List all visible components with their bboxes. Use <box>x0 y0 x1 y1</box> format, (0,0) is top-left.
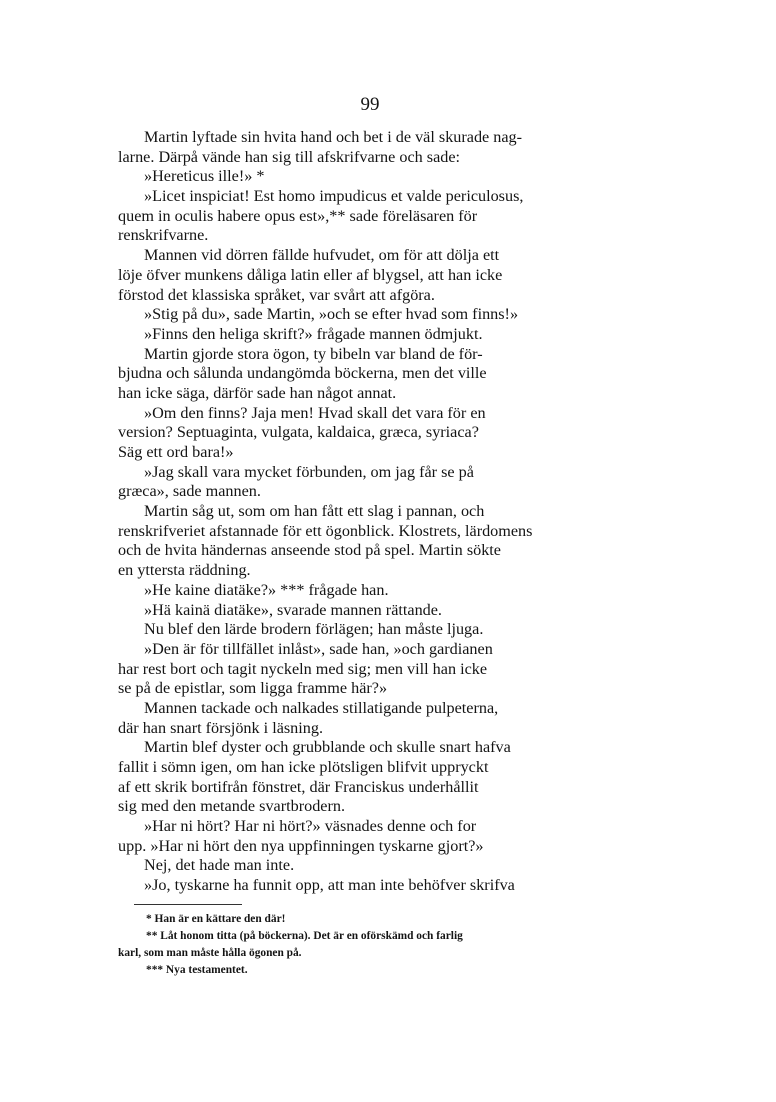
text-line: græca», sade mannen. <box>118 482 261 501</box>
text-line: där han snart försjönk i läsning. <box>118 718 323 737</box>
text-line: »Hä kainä diatäke», svarade mannen rättande. <box>144 600 442 619</box>
text-line: »Om den finns? Jaja men! Hvad skall det vara för en <box>144 403 486 422</box>
text-line: bjudna och sålunda undangömda böckerna, men det ville <box>118 364 487 383</box>
text-line: Nej, det hade man inte. <box>144 856 295 875</box>
footnote-line: karl, som man måste hålla ögonen på. <box>118 947 302 959</box>
text-line: af ett skrik bortifrån fönstret, där Franciskus underhållit <box>118 777 479 796</box>
text-line: »Stig på du», sade Martin, »och se efter hvad som finns!» <box>144 305 519 324</box>
text-line: han icke säga, därför sade han något annat. <box>118 383 397 402</box>
footnote-divider <box>134 904 242 905</box>
text-line: Martin gjorde stora ögon, ty bibeln var bland de för- <box>144 344 483 363</box>
text-line: Mannen vid dörren fällde hufvudet, om för att dölja ett <box>144 246 500 265</box>
text-line: »Har ni hört? Har ni hört?» väsnades denne och for <box>144 817 477 836</box>
text-line: Martin lyftade sin hvita hand och bet i de väl skurade nag- <box>144 128 523 146</box>
footnote-line: *** Nya testamentet. <box>146 964 248 976</box>
text-line: har rest bort och tagit nyckeln med sig; men vill han icke <box>118 659 488 678</box>
text-line: »Hereticus ille!» * <box>144 167 265 186</box>
text-line: version? Septuaginta, vulgata, kaldaica, græca, syriaca? <box>118 423 479 442</box>
body-text <box>118 128 638 896</box>
text-line: Säg ett ord bara!» <box>118 443 234 461</box>
text-line: larne. Därpå vände han sig till afskrifvarne och sade: <box>118 147 461 166</box>
page-number: 99 <box>360 94 380 115</box>
text-line: Martin såg ut, som om han fått ett slag i pannan, och <box>144 502 485 521</box>
text-line: en yttersta räddning. <box>118 561 251 580</box>
text-line: »Den är för tillfället inlåst», sade han, »och gardianen <box>144 639 493 658</box>
text-line: »He kaine diatäke?» *** frågade han. <box>144 580 389 599</box>
text-line: Martin blef dyster och grubblande och skulle snart hafva <box>144 738 511 757</box>
text-line: »Jag skall vara mycket förbunden, om jag får se på <box>144 462 474 481</box>
footnote-line: * Han är en kättare den där! <box>146 913 286 925</box>
text-line: se på de epistlar, som ligga framme här?» <box>118 679 388 698</box>
text-line: »Jo, tyskarne ha funnit opp, att man inte behöfver skrifva <box>144 876 515 895</box>
text-line: sig med den metande svartbrodern. <box>118 797 346 816</box>
text-line: »Licet inspiciat! Est homo impudicus et valde periculosus, <box>144 187 524 206</box>
text-line: Mannen tackade och nalkades stillatigande pulpeterna, <box>144 698 499 717</box>
footnote-line: ** Låt honom titta (på böckerna). Det är en oförskämd och farlig <box>146 930 463 942</box>
text-line: löje öfver munkens dåliga latin eller af blygsel, att han icke <box>118 265 503 284</box>
text-line: och de hvita händernas anseende stod på spel. Martin sökte <box>118 541 501 560</box>
text-line: »Finns den heliga skrift?» frågade mannen ödmjukt. <box>144 324 483 343</box>
text-line: renskrifveriet afstannade för ett ögonblick. Klostrets, lärdomens <box>118 521 533 540</box>
text-line: förstod det klassiska språket, var svårt att afgöra. <box>118 285 435 304</box>
text-line: quem in oculis habere opus est»,** sade föreläsaren för <box>118 206 478 225</box>
text-line: Nu blef den lärde brodern förlägen; han måste ljuga. <box>144 620 484 639</box>
text-line: fallit i sömn igen, om han icke plötsligen blifvit uppryckt <box>118 758 489 776</box>
footnotes <box>118 911 638 979</box>
text-line: upp. »Har ni hört den nya uppfinningen tyskarne gjort?» <box>118 836 484 855</box>
text-line: renskrifvarne. <box>118 226 209 245</box>
